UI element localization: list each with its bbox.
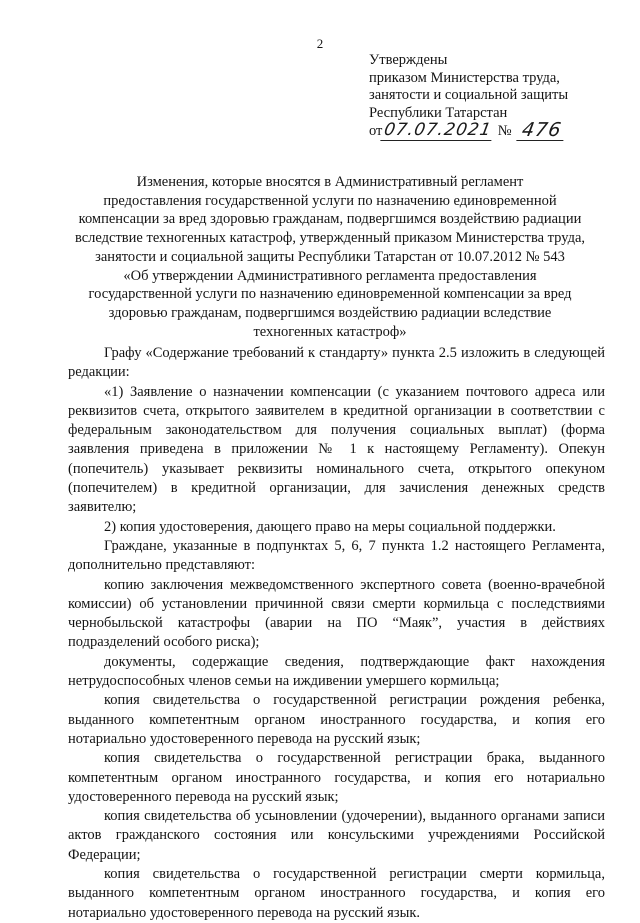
approval-line: занятости и социальной защиты: [369, 87, 569, 103]
body-paragraph: «1) Заявление о назначении компенсации (с указанием почтового адреса или реквизитов счета, открытого заявителем в кредитной организации в соответствии с федеральным законодательством для получения социальных выплат) (форма заявления приведена в приложении № 1 к настоящему Регламенту). Опекун (попечитель) указывает реквизиты номинального счета, открытого опекуном (попечителем) в кредитной организации, для зачисления денежных средств заявителю;: [68, 383, 605, 516]
document-body: [68, 344, 605, 923]
title-line: здоровью гражданам, подвергшимся воздействию радиации вследствие: [108, 304, 552, 321]
body-paragraph: копия свидетельства об усыновлении (удочерении), выданного органами записи актов гражданского состояния или консульскими учреждениями Российской Федерации;: [68, 808, 605, 863]
number-sign: №: [497, 123, 512, 139]
handwritten-number: 476: [516, 122, 567, 141]
body-paragraph: копию заключения межведомственного экспертного совета (военно-врачебной комиссии) об установлении причинной связи смерти кормильца с последствиями чернобыльской катастрофы (аварии на ПО “Маяк”, участия в действиях подразделений особого риска);: [68, 576, 605, 651]
document-title: [60, 173, 600, 341]
body-paragraph: 2) копия удостоверения, дающего право на меры социальной поддержки.: [104, 518, 556, 535]
title-line: компенсации за вред здоровью гражданам, подвергшимся воздействию радиации: [78, 211, 582, 228]
page-number: 2: [316, 36, 324, 51]
title-line: государственной услуги по назначению единовременной компенсации за вред: [88, 286, 572, 303]
approval-from-prefix: от: [369, 123, 383, 139]
body-paragraph: копия свидетельства о государственной регистрации брака, выданного компетентным органом иностранного государства, и копия его нотариально удостоверенного перевода на русский язык;: [68, 750, 605, 805]
title-line: техногенных катастроф»: [253, 323, 407, 340]
body-paragraph: Граждане, указанные в подпунктах 5, 6, 7 пункта 1.2 настоящего Регламента, дополнительно представляют:: [68, 537, 605, 574]
title-line: занятости и социальной защиты Республики Татарстан от 10.07.2012 № 543: [95, 248, 565, 265]
approval-line: Утверждены: [369, 52, 448, 68]
title-line: вследствие техногенных катастроф, утвержденный приказом Министерства труда,: [74, 230, 586, 247]
title-line: «Об утверждении Административного регламента предоставления: [123, 267, 537, 284]
approval-date-number-row: [369, 119, 619, 141]
approval-line: Республики Татарстан: [369, 104, 508, 121]
body-paragraph: документы, содержащие сведения, подтверждающие факт нахождения нетрудоспособных членов семьи на иждивении умершего кормильца;: [68, 653, 605, 690]
approval-line: приказом Министерства труда,: [369, 69, 560, 86]
body-paragraph: Графу «Содержание требований к стандарту» пункта 2.5 изложить в следующей редакции:: [68, 345, 605, 381]
approval-stamp-block: [369, 52, 619, 141]
title-line: Изменения, которые вносятся в Административный регламент: [136, 174, 524, 190]
body-paragraph: копия свидетельства о государственной регистрации рождения ребенка, выданного компетентным органом иностранного государства, и копия его нотариально удостоверенного перевода на русский язык;: [68, 692, 605, 747]
body-paragraph: копия свидетельства о государственной регистрации смерти кормильца, выданного компетентным органом иностранного государства, и копия его нотариально удостоверенного перевода на русский язык.: [68, 866, 605, 921]
title-line: предоставления государственной услуги по назначению единовременной: [103, 192, 557, 209]
handwritten-date: 07.07.2021: [381, 122, 496, 141]
